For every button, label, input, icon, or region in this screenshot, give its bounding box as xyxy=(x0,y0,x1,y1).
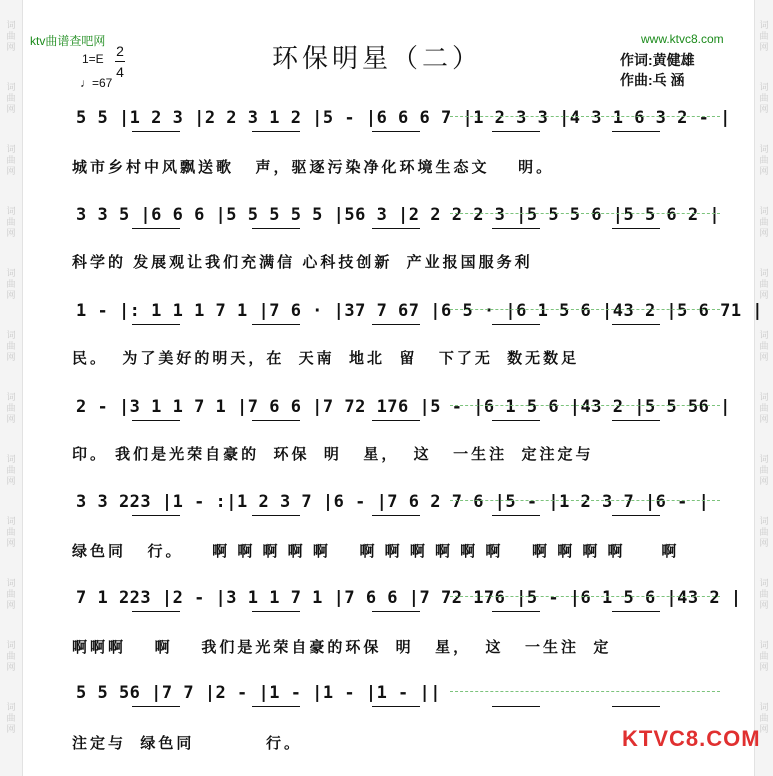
guide-line xyxy=(450,213,720,214)
watermark-glyphs: 词 曲 网 xyxy=(6,20,16,52)
beam-line xyxy=(372,515,420,516)
beam-line xyxy=(612,324,660,325)
stave-notes: 2 - |3 1 1 7 1 |7 6 6 |7 72 176 |5 - |6 1 5 6 |43 2 |5 5 56 | xyxy=(76,397,731,417)
stave-notes: 5 5 56 |7 7 |2 - |1 - |1 - |1 - || xyxy=(76,683,441,703)
beam-line xyxy=(252,228,300,229)
beam-line xyxy=(372,228,420,229)
beam-line xyxy=(612,706,660,707)
time-top: 2 xyxy=(116,43,124,59)
guide-line xyxy=(450,691,720,692)
beam-line xyxy=(372,131,420,132)
beam-line xyxy=(612,420,660,421)
beam-line xyxy=(612,228,660,229)
beam-line xyxy=(492,420,540,421)
beam-line xyxy=(372,420,420,421)
watermark-glyphs: 词 曲 网 xyxy=(759,206,769,238)
lyric-line: 科学的 发展观让我们充满信 心科技创新 产业报国服务利 xyxy=(72,254,533,271)
tempo-marking: ♩=67 xyxy=(80,76,113,90)
stave-notes: 5 5 |1 2 3 |2 2 3 1 2 |5 - |6 6 6 7 |1 2 3 3 |4 3 1 6 3 2 - | xyxy=(76,108,731,128)
beam-line xyxy=(132,420,180,421)
guide-line xyxy=(450,116,720,117)
stave-line xyxy=(72,675,722,711)
beam-line xyxy=(492,324,540,325)
beam-line xyxy=(612,611,660,612)
watermark-glyphs: 词 曲 网 xyxy=(759,454,769,486)
lyric-line: 民。 为了美好的明天，在 天南 地北 留 下了无 数无数足 xyxy=(72,350,580,367)
lyric-line: 印。 我们是光荣自豪的 环保 明 星， 这 一生注 定注定与 xyxy=(72,446,594,463)
watermark-glyphs: 词 曲 网 xyxy=(759,516,769,548)
composer-credit: 作曲:乓 涵 xyxy=(620,72,685,88)
stave-notes: 3 3 223 |1 - :|1 2 3 7 |6 - |7 6 2 7 6 |5 - |1 2 3 7 |6 - | xyxy=(76,492,710,512)
watermark-glyphs: 词 曲 网 xyxy=(759,82,769,114)
watermark-glyphs: 词 曲 网 xyxy=(6,268,16,300)
watermark-glyphs: 词 曲 网 xyxy=(759,578,769,610)
watermark-glyphs: 词 曲 网 xyxy=(759,144,769,176)
time-signature xyxy=(114,42,126,81)
stave-notes: 1 - |: 1 1 1 7 1 |7 6 · |37 7 67 |6 5 · |6 1 5 6 |43 2 |5 6 71 | xyxy=(76,301,764,321)
stave-line xyxy=(72,484,722,520)
watermark-glyphs: 词 曲 网 xyxy=(6,640,16,672)
beam-line xyxy=(612,515,660,516)
watermark-glyphs: 词 曲 网 xyxy=(759,702,769,734)
stave-line xyxy=(72,100,731,136)
beam-line xyxy=(252,131,300,132)
guide-line xyxy=(450,500,720,501)
watermark-glyphs: 词 曲 网 xyxy=(6,516,16,548)
watermark-glyphs: 词 曲 网 xyxy=(759,640,769,672)
beam-line xyxy=(252,515,300,516)
lyric-line: 注定与 绿色同 行。 xyxy=(72,735,303,752)
song-title: 环保明星（二） xyxy=(272,44,483,74)
watermark-glyphs: 词 曲 网 xyxy=(6,392,16,424)
beam-line xyxy=(132,131,180,132)
beam-line xyxy=(612,131,660,132)
lyric-line: 城市乡村中风飘送歌 声，驱逐污染净化环境生态文 明。 xyxy=(72,159,555,176)
watermark-glyphs: 词 曲 网 xyxy=(6,144,16,176)
stave-line xyxy=(72,293,764,329)
guide-line xyxy=(450,405,720,406)
stave-notes: 7 1 223 |2 - |3 1 1 7 1 |7 6 6 |7 72 176 |5 - |6 1 5 6 |43 2 | xyxy=(76,588,742,608)
beam-line xyxy=(372,324,420,325)
watermark-glyphs: 词 曲 网 xyxy=(759,268,769,300)
guide-line xyxy=(450,596,720,597)
watermark-glyphs: 词 曲 网 xyxy=(6,702,16,734)
beam-line xyxy=(132,706,180,707)
site-watermark: ktv曲谱查吧网 xyxy=(30,34,106,48)
lyricist-credit: 作词:黄健雄 xyxy=(620,52,695,68)
watermark-glyphs: 词 曲 网 xyxy=(759,330,769,362)
beam-line xyxy=(252,324,300,325)
watermark-glyphs: 词 曲 网 xyxy=(759,20,769,52)
stave-line xyxy=(72,197,722,233)
beam-line xyxy=(372,611,420,612)
beam-line xyxy=(372,706,420,707)
time-bottom: 4 xyxy=(116,64,124,80)
stave-line xyxy=(72,580,742,616)
site-url: www.ktvc8.com xyxy=(641,32,724,46)
lyric-line: 绿色同 行。 啊 啊 啊 啊 啊 啊 啊 啊 啊 啊 啊 啊 啊 啊 啊 啊 xyxy=(72,543,680,560)
beam-line xyxy=(492,131,540,132)
stave-notes: 3 3 5 |6 6 6 |5 5 5 5 5 |56 3 |2 2 2 2 3 |5 5 5 6 |5 5 6 2 | xyxy=(76,205,721,225)
beam-line xyxy=(492,515,540,516)
watermark-glyphs: 词 曲 网 xyxy=(6,578,16,610)
beam-line xyxy=(132,324,180,325)
beam-line xyxy=(252,611,300,612)
beam-line xyxy=(252,706,300,707)
watermark-glyphs: 词 曲 网 xyxy=(6,330,16,362)
beam-line xyxy=(252,420,300,421)
watermark-glyphs: 词 曲 网 xyxy=(759,392,769,424)
beam-line xyxy=(492,228,540,229)
beam-line xyxy=(492,611,540,612)
beam-line xyxy=(132,611,180,612)
ktv-logo: KTVC8.COM xyxy=(622,726,761,751)
watermark-glyphs: 词 曲 网 xyxy=(6,454,16,486)
guide-line xyxy=(450,309,720,310)
beam-line xyxy=(132,515,180,516)
key-signature: 1=E xyxy=(82,52,104,66)
beam-line xyxy=(492,706,540,707)
lyric-line: 啊啊啊 啊 我们是光荣自豪的环保 明 星， 这 一生注 定 xyxy=(72,639,612,656)
watermark-glyphs: 词 曲 网 xyxy=(6,206,16,238)
watermark-glyphs: 词 曲 网 xyxy=(6,82,16,114)
stave-line xyxy=(72,389,731,425)
beam-line xyxy=(132,228,180,229)
